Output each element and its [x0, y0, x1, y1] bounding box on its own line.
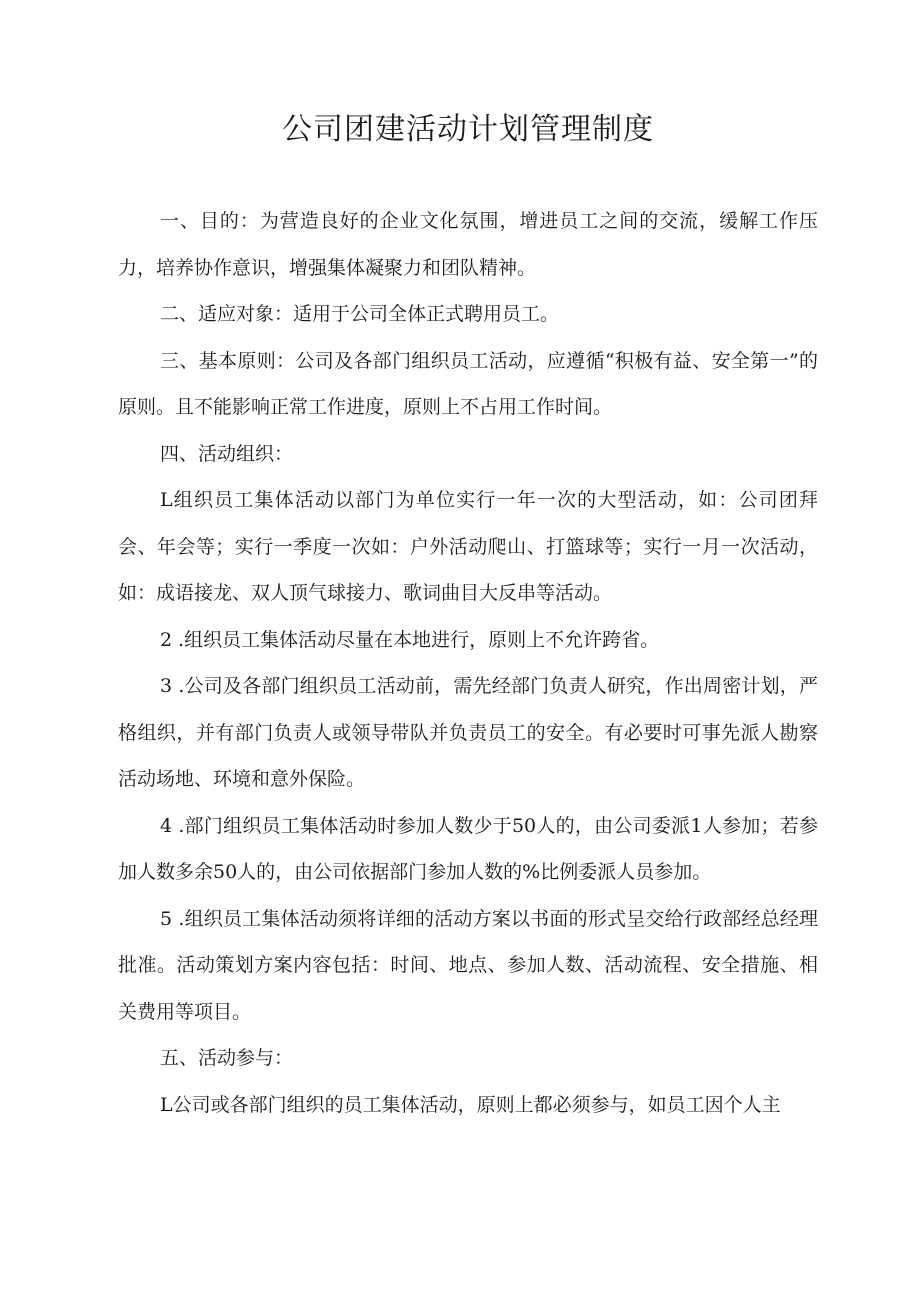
paragraph-principles: 三、基本原则：公司及各部门组织员工活动，应遵循“积极有益、安全第一”的原则。且不能影响正常工作进度，原则上不占用工作时间。	[118, 349, 818, 418]
document-title: 公司团建活动计划管理制度	[282, 112, 654, 147]
paragraph-organization-item-1: L组织员工集体活动以部门为单位实行一年一次的大型活动，如：公司团拜会、年会等；实行一季度一次如：户外活动爬山、打篮球等；实行一月一次活动，如：成语接龙、双人顶气球接力、歌词曲目大反串等活动。	[118, 489, 818, 604]
paragraph-organization-item-3: 3 .公司及各部门组织员工活动前，需先经部门负责人研究，作出周密计划，严格组织，并有部门负责人或领导带队并负责员工的安全。有必要时可事先派人勘察活动场地、环境和意外保险。	[118, 675, 818, 790]
paragraph-purpose: 一、目的：为营造良好的企业文化氛围，增进员工之间的交流，缓解工作压力，培养协作意识，增强集体凝聚力和团队精神。	[118, 210, 818, 279]
paragraph-organization-item-5: 5 .组织员工集体活动须将详细的活动方案以书面的形式呈交给行政部经总经理批准。活动策划方案内容包括：时间、地点、参加人数、活动流程、安全措施、相关费用等项目。	[118, 907, 818, 1023]
paragraph-organization-heading: 四、活动组织：	[160, 442, 294, 465]
document-page	[118, 100, 818, 1128]
paragraph-organization-item-2: 2 .组织员工集体活动尽量在本地进行，原则上不允许跨省。	[160, 628, 660, 651]
paragraph-participation-item-1: L公司或各部门组织的员工集体活动，原则上都必须参与，如员工因个人主	[160, 1093, 781, 1116]
paragraph-organization-item-4: 4 .部门组织员工集体活动时参加人数少于50人的，由公司委派1人参加；若参加人数多余50人的，由公司依据部门参加人数的%比例委派人员参加。	[118, 814, 818, 883]
paragraph-participation-heading: 五、活动参与：	[160, 1047, 294, 1069]
paragraph-scope: 二、适应对象：适用于公司全体正式聘用员工。	[160, 303, 560, 325]
